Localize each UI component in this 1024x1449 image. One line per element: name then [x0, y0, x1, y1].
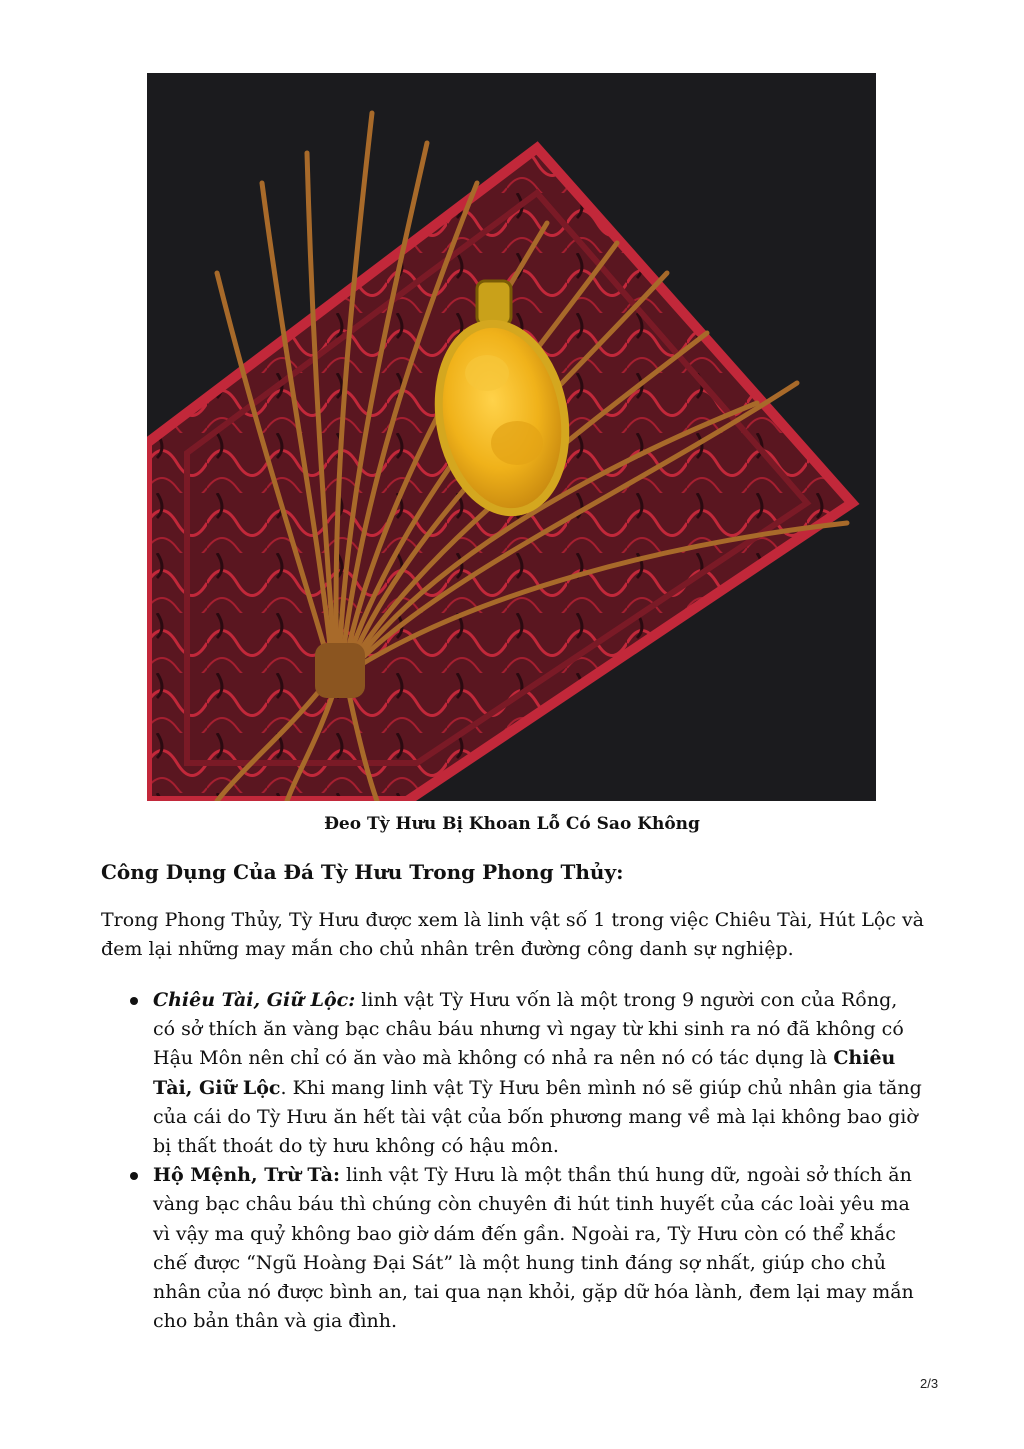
list-item — [101, 1161, 923, 1336]
bullet-text: linh vật Tỳ Hưu vốn là một trong 9 người con của Rồng, có sở thích ăn vàng bạc châu báu nhưng vì ngay từ khi sinh ra nó đã không có Hậu Môn nên chỉ có ăn vào mà không có nhả ra nên nó có tác dụng là — [153, 989, 904, 1070]
bullet-text: linh vật Tỳ Hưu là một thần thú hung dữ, ngoài sở thích ăn vàng bạc châu báu thì chúng còn chuyên đi hút tinh huyết của các loài yêu ma vì vậy ma quỷ không bao giờ dám đến gần. Ngoài ra, Tỳ Hưu còn có thể khắc chế được “Ngũ Hoàng Đại Sát” là một hung tinh đáng sợ nhất, giúp cho chủ nhân của nó được bình an, tai qua nạn khỏi, gặp dữ hóa lành, đem lại may mắn cho bản thân và gia đình. — [153, 1164, 914, 1333]
page-number: 2/3 — [920, 1376, 939, 1391]
section-heading: Công Dụng Của Đá Tỳ Hưu Trong Phong Thủy: — [101, 860, 624, 884]
tassel-binding — [315, 643, 365, 698]
pendant-illustration — [147, 73, 876, 801]
list-item — [101, 986, 923, 1161]
figure-caption: Đeo Tỳ Hưu Bị Khoan Lỗ Có Sao Không — [324, 814, 700, 834]
bullet-icon — [130, 1172, 138, 1180]
bullet-icon — [130, 997, 138, 1005]
bullet-term: Chiêu Tài, Giữ Lộc: — [153, 989, 356, 1011]
bullet-text: . Khi mang linh vật Tỳ Hưu bên mình nó sẽ giúp chủ nhân gia tăng của cái do Tỳ Hưu ăn hết tài vật của bốn phương mang về mà lại không bao giờ bị thất thoát do tỳ hưu không có hậu môn. — [153, 1076, 922, 1158]
intro-text: Trong Phong Thủy, Tỳ Hưu được xem là linh vật số 1 trong việc Chiêu Tài, Hút Lộc và đem lại những may mắn cho chủ nhân trên đường công danh sự nghiệp. — [101, 909, 925, 960]
intro-paragraph — [101, 906, 931, 964]
pendant-bail — [477, 281, 511, 325]
bullet-term: Hộ Mệnh, Trừ Tà: — [153, 1164, 340, 1187]
bullet-emphasis: Chiêu Tài, Giữ Lộc — [153, 1047, 896, 1099]
benefits-list — [101, 986, 923, 1336]
product-photo — [147, 73, 876, 801]
